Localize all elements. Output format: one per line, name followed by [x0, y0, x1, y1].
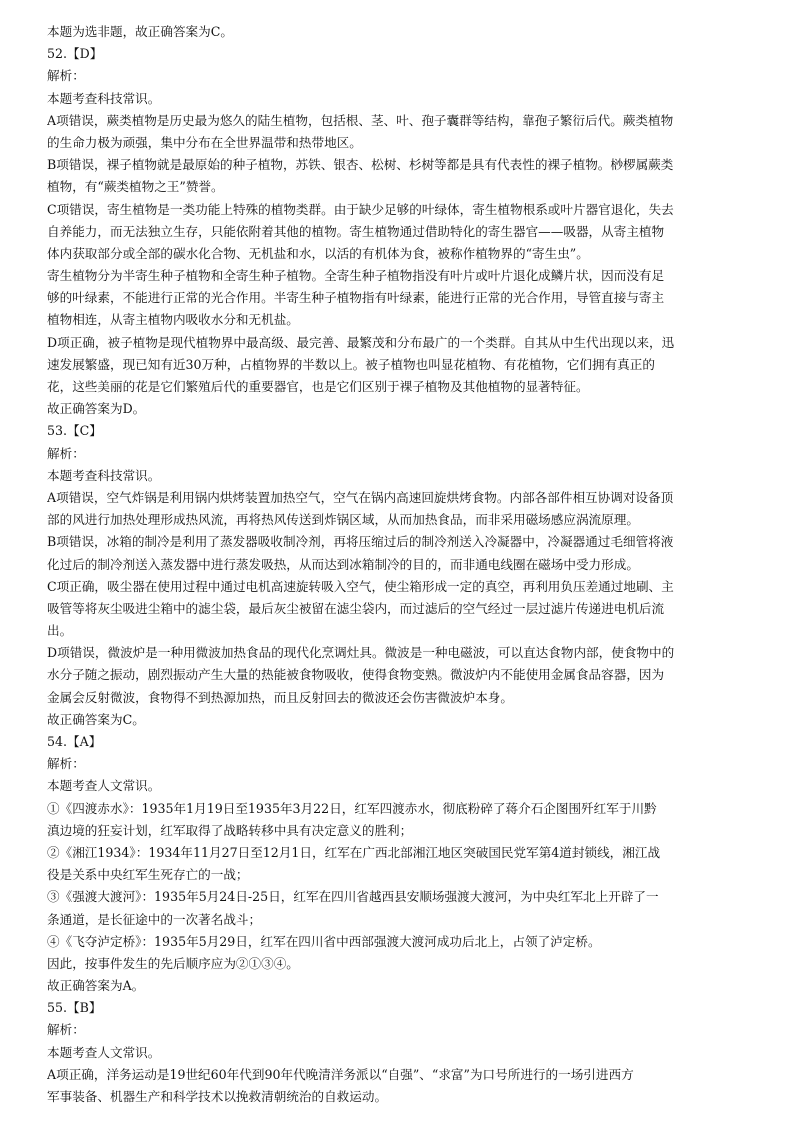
text-line: 金属会反射微波，食物得不到热源加热，而且反射回去的微波还会伤害微波炉本身。: [47, 689, 513, 705]
text-line: ④《飞夺泸定桥》：1935年5月29日，红军在四川省中西部强渡大渡河成功后北上，占领了泸定桥。: [47, 933, 601, 949]
text-line: ③《强渡大渡河》：1935年5月24日-25日，红军在四川省越西县安顺场强渡大渡河，为中央红军北上开辟了一: [47, 889, 659, 905]
text-line: 条通道，是长征途中的一次著名战斗；: [47, 911, 262, 927]
text-line: D项正确，被子植物是现代植物界中最高级、最完善、最繁茂和分布最广的一个类群。自其从中生代出现以来，迅: [47, 334, 675, 350]
text-line: D项错误，微波炉是一种用微波加热食品的现代化烹调灶具。微波是一种电磁波，可以直达食物内部，使食物中的: [47, 645, 675, 661]
text-line: 本题考查人文常识。: [47, 1044, 161, 1060]
text-line: 役是关系中央红军生死存亡的一战；: [47, 867, 249, 883]
text-line: A项错误，蕨类植物是历史最为悠久的陆生植物，包括根、茎、叶、孢子囊群等结构，靠孢子繁衍后代。蕨类植物: [47, 112, 674, 128]
text-line: ①《四渡赤水》：1935年1月19日至1935年3月22日，红军四渡赤水，彻底粉碎了蒋介石企图围歼红军于川黔: [47, 800, 657, 816]
text-line: 速发展繁盛，现已知有近30万种，占植物界的半数以上。被子植物也叫显花植物、有花植物，它们拥有真正的: [47, 356, 655, 372]
text-line: 本题考查科技常识。: [47, 90, 161, 106]
text-line: 解析：: [47, 68, 85, 84]
text-line: 体内获取部分或全部的碳水化合物、无机盐和水，以活的有机体为食，被称作植物界的“寄生虫”。: [47, 245, 589, 261]
text-line: 52.【D】: [47, 46, 103, 62]
text-line: 花，这些美丽的花是它们繁殖后代的重要器官，也是它们区别于裸子植物及其他植物的显著特征。: [47, 379, 589, 394]
text-line: 滇边境的狂妄计划，红军取得了战略转移中具有决定意义的胜利；: [47, 822, 413, 838]
text-line: 本题为选非题，故正确答案为C。: [47, 24, 233, 39]
text-line: 寄生植物分为半寄生种子植物和全寄生种子植物。全寄生种子植物指没有叶片或叶片退化成鳞片状，因而没有足: [47, 268, 665, 284]
text-line: B项错误，裸子植物就是最原始的种子植物，苏铁、银杏、松树、杉树等都是具有代表性的裸子植物。桫椤属蕨类: [47, 157, 674, 173]
text-line: 故正确答案为A。: [47, 978, 145, 994]
text-line: 水分子随之振动，剧烈振动产生大量的热能被食物吸收，使得食物变熟。微波炉内不能使用金属食品容器，因为: [47, 667, 665, 683]
text-line: 植物相连，从寄主植物内吸收水分和无机盐。: [47, 312, 299, 328]
text-line: 53.【C】: [47, 423, 102, 439]
text-line: 植物，有“蕨类植物之王”赞誉。: [47, 179, 224, 195]
text-line: 吸管等将灰尘吸进尘箱中的滤尘袋，最后灰尘被留在滤尘袋内，而过滤后的空气经过一层过滤片传递进电机后流: [47, 600, 665, 616]
text-line: 军事装备、机器生产和科学技术以挽救清朝统治的自救运动。: [47, 1089, 388, 1104]
text-line: ②《湘江1934》：1934年11月27日至12月1日，红军在广西北部湘江地区突破国民党军第4道封锁线，湘江战: [47, 844, 661, 860]
text-line: 够的叶绿素，不能进行正常的光合作用。半寄生种子植物指有叶绿素，能进行正常的光合作用，导管直接与寄主: [47, 290, 665, 306]
text-line: 故正确答案为D。: [47, 401, 146, 417]
text-line: 出。: [47, 623, 73, 639]
document-page: [47, 21, 757, 1108]
text-line: 故正确答案为C。: [47, 711, 145, 727]
text-line: 的生命力极为顽强，集中分布在全世界温带和热带地区。: [47, 134, 362, 150]
text-line: A项错误，空气炸锅是利用锅内烘烤装置加热空气，空气在锅内高速回旋烘烤食物。内部各部件相互协调对设备顶: [47, 489, 674, 505]
text-line: 部的风进行加热处理形成热风流，再将热风传送到炸锅区域，从而加热食品，而非采用磁场感应涡流原理。: [47, 512, 639, 528]
text-line: 因此，按事件发生的先后顺序应为②①③④。: [47, 955, 299, 971]
text-line: 自养能力，而无法独立生存，只能依附着其他的植物。寄生植物通过借助特化的寄生器官——吸器，从寄主植物: [47, 223, 665, 239]
text-line: 55.【B】: [47, 1000, 102, 1016]
text-line: A项正确，洋务运动是19世纪60年代到90年代晚清洋务派以“自强”、“求富”为口号所进行的一场引进西方: [47, 1066, 634, 1082]
text-line: 本题考查科技常识。: [47, 467, 161, 483]
text-line: C项错误，寄生植物是一类功能上特殊的植物类群。由于缺少足够的叶绿体，寄生植物根系或叶片器官退化，失去: [47, 201, 674, 217]
text-line: 解析：: [47, 445, 85, 461]
text-line: 54.【A】: [47, 734, 102, 749]
text-line: 化过后的制冷剂送入蒸发器中进行蒸发吸热，从而达到冰箱制冷的目的，而非通电线圈在磁场中受力形成。: [47, 556, 639, 572]
text-line: 本题考查人文常识。: [47, 778, 161, 794]
text-line: 解析：: [47, 756, 85, 772]
text-line: 解析：: [47, 1022, 85, 1038]
text-line: C项正确，吸尘器在使用过程中通过电机高速旋转吸入空气，使尘箱形成一定的真空，再利用负压差通过地刷、主: [47, 578, 674, 594]
text-line: B项错误，冰箱的制冷是利用了蒸发器吸收制冷剂，再将压缩过后的制冷剂送入冷凝器中，冷凝器通过毛细管将液: [47, 534, 674, 550]
